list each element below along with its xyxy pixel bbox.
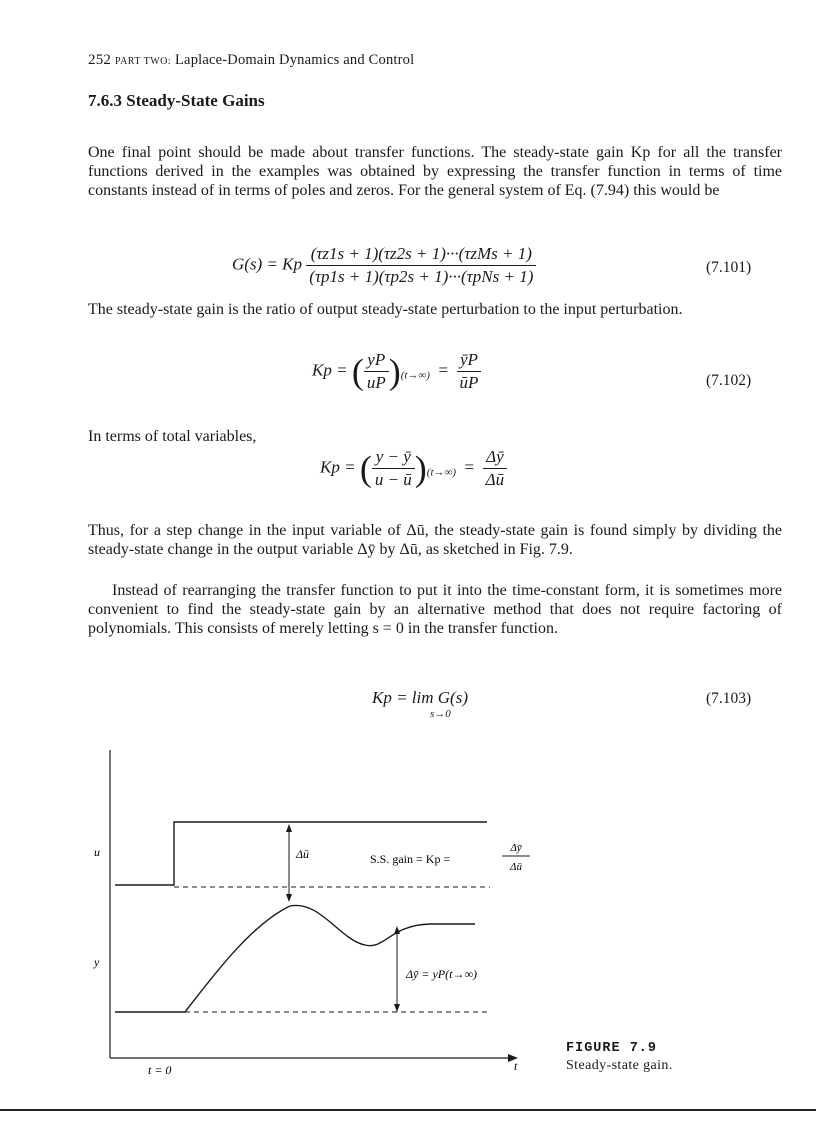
- delta-u-label: Δū: [296, 847, 310, 861]
- equation-7-102: Kp = ( $\frac{yP}{uP}$ )$_{(t\to\infty)}$ = $\frac{ȳP}{ūP}$: [312, 350, 481, 393]
- section-title: Steady-State Gains: [126, 91, 265, 110]
- eq102-paren-num: yP: [364, 350, 389, 372]
- eq102-rhs-fraction: [457, 350, 482, 393]
- y-response-curve: [115, 905, 478, 1012]
- delta-y-arrowhead-top: [394, 926, 400, 934]
- figure-7-9-diagram: [90, 740, 530, 1080]
- gain-den: Δū: [510, 861, 522, 873]
- eq101-fraction: [306, 244, 536, 287]
- section-heading: [88, 91, 265, 111]
- eqt-paren-fraction: [372, 447, 415, 490]
- figure-caption: Steady-state gain.: [566, 1058, 673, 1073]
- eq101-number: (7.101): [706, 259, 752, 276]
- t0-label: t = 0: [148, 1063, 172, 1077]
- eq101-denominator: (τp1s + 1)(τp2s + 1)···(τpNs + 1): [309, 267, 534, 286]
- gain-label: S.S. gain = Kp =: [370, 852, 451, 866]
- eq103-lhs: Kp = lim G(s): [372, 688, 468, 707]
- eqt-paren-num: y − ȳ: [372, 447, 415, 469]
- paragraph-4: Thus, for a step change in the input variable of Δū, the steady-state gain is found simply by dividing the steady-state change in the output variable Δȳ by Δū, as sketched in Fig. 7.9.: [88, 522, 782, 558]
- gain-num: Δȳ: [510, 842, 522, 854]
- eqt-lhs: Kp =: [320, 457, 356, 477]
- eq102-rhs-num: ȳP: [457, 350, 482, 372]
- eq101-lhs: G(s) = Kp: [232, 254, 303, 274]
- eqt-rhs-num: Δȳ: [483, 447, 507, 469]
- eqt-paren-den: u − ū: [374, 470, 412, 489]
- delta-y-arrowhead-bottom: [394, 1004, 400, 1012]
- axis-t-label: t: [514, 1059, 518, 1073]
- eq101-numerator: (τz1s + 1)(τz2s + 1)···(τzMs + 1): [306, 244, 536, 266]
- paragraph-3: In terms of total variables,: [88, 428, 257, 445]
- eq103-under: s→0: [430, 708, 451, 720]
- figure-label: FIGURE 7.9: [566, 1041, 658, 1056]
- section-number: 7.6.3: [88, 91, 122, 110]
- page-number: 252: [88, 52, 112, 68]
- equation-7-101: [232, 244, 536, 287]
- eq103-number: (7.103): [706, 690, 752, 707]
- delta-y-label: Δȳ = yP(t→∞): [406, 967, 478, 981]
- paragraph-1: One final point should be made about transfer functions. The steady-state gain Kp for all the transfer functions derived in the examples was obtained by expressing the transfer function in terms of time constants instead of in terms of poles and zeros. For the general system of Eq. (7.94) this would be: [88, 144, 782, 199]
- eq102-lhs: Kp =: [312, 360, 348, 380]
- running-header: [88, 52, 414, 69]
- delta-u-arrowhead-top: [286, 824, 292, 832]
- eqt-rhs-den: Δū: [485, 470, 505, 489]
- eqt-rhs-fraction: [483, 447, 507, 490]
- delta-u-arrowhead-bottom: [286, 894, 292, 902]
- eq102-paren-fraction: [364, 350, 389, 393]
- eq102-number: (7.102): [706, 372, 752, 389]
- eq102-paren-den: uP: [366, 373, 386, 392]
- paragraph-5: Instead of rearranging the transfer function to put it into the time-constant form, it is sometimes more convenient to find the steady-state gain by an alternative method that does not require factoring of polynomials. This consists of merely letting s = 0 in the transfer function.: [88, 582, 782, 637]
- eq102-rhs-den: ūP: [459, 373, 479, 392]
- header-title: Laplace-Domain Dynamics and Control: [175, 52, 415, 68]
- eq102-limit: (t→∞): [400, 369, 430, 382]
- axis-y-label: y: [94, 955, 100, 969]
- paragraph-2: The steady-state gain is the ratio of output steady-state perturbation to the input perturbation.: [88, 301, 683, 318]
- part-label: PART TWO:: [114, 56, 172, 67]
- axis-u-label: u: [94, 845, 100, 859]
- bottom-rule: [0, 1109, 816, 1111]
- equation-7-103: [372, 688, 468, 708]
- equation-total-variables: Kp = ( $\frac{y - ȳ}{u - ū}$ )$_{(t\to\infty)}$ = $\frac{\Delta ȳ}{\Delta ū}$: [320, 447, 507, 490]
- eqt-limit: (t→∞): [426, 466, 457, 479]
